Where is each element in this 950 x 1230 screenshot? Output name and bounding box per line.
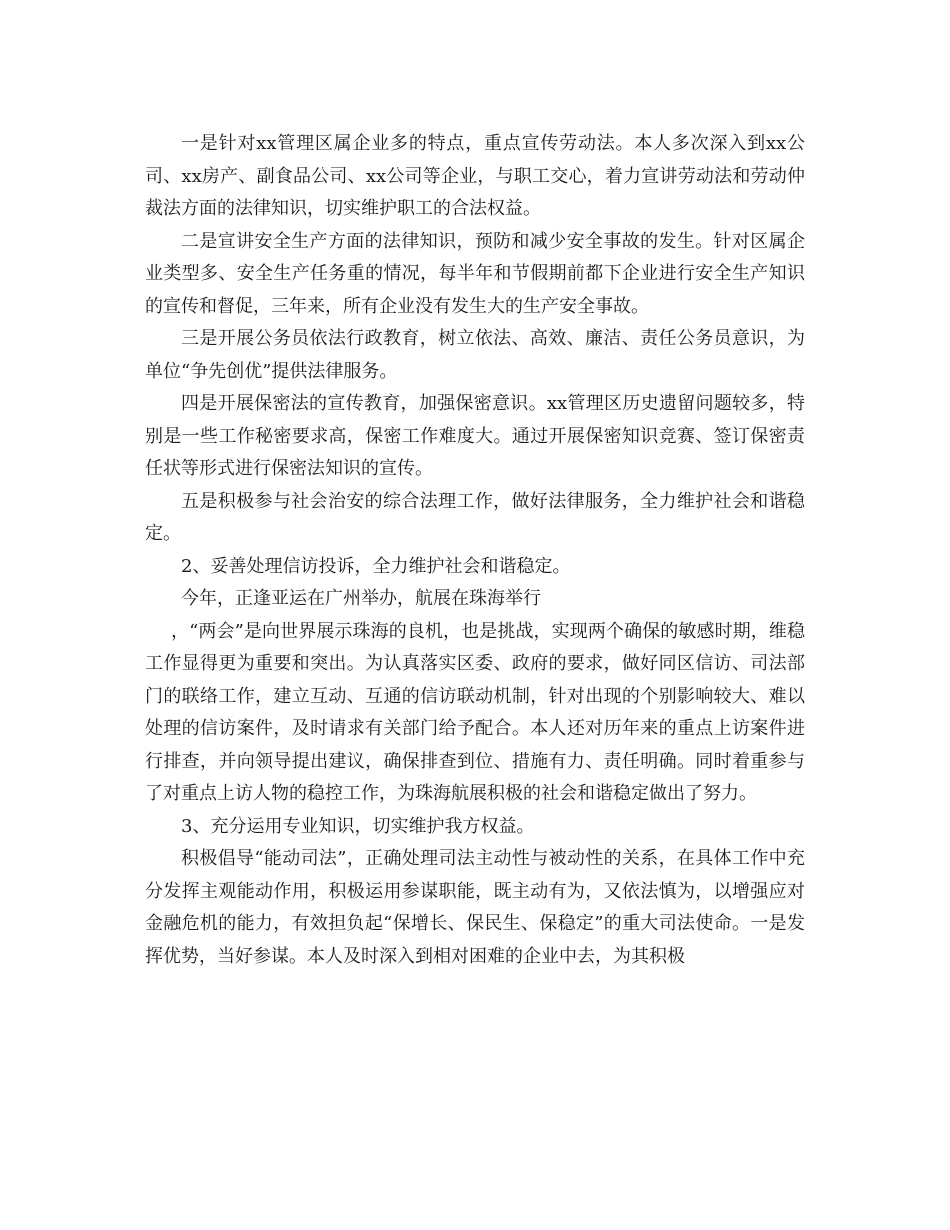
paragraph-public-security: 五是积极参与社会治安的综合法理工作，做好法律服务，全力维护社会和谐稳定。 (145, 490, 805, 544)
section-heading-professional-knowledge: 3、充分运用专业知识，切实维护我方权益。 (181, 815, 535, 837)
paragraph-labor-law: 一是针对xx管理区属企业多的特点，重点宣传劳动法。本人多次深入到xx公司、xx房产、副食品公司、xx公司等企业，与职工交心，着力宣讲劳动法和劳动仲裁法方面的法律知识，切实维护职工的合法权益。 (145, 133, 805, 219)
section-heading-petitions: 2、妥善处理信访投诉，全力维护社会和谐稳定。 (181, 555, 571, 577)
paragraph-asian-games: 今年，正逢亚运在广州举办，航展在珠海举行 (181, 588, 541, 609)
paragraph-civil-servant-education: 三是开展公务员依法行政教育，树立依法、高效、廉洁、责任公务员意识，为单位“争先创优”提供法律服务。 (145, 328, 805, 382)
paragraph-active-justice: 积极倡导“能动司法”，正确处理司法主动性与被动性的关系，在具体工作中充分发挥主观能动作用，积极运用参谋职能，既主动有为，又依法慎为，以增强应对金融危机的能力，有效担负起“保增长、保民生、保稳定”的重大司法使命。一是发挥优势，当好参谋。本人及时深入到相对困难的企业中去，为其积极 (145, 848, 805, 967)
paragraph-secrecy-law: 四是开展保密法的宣传教育，加强保密意识。xx管理区历史遗留问题较多，特别是一些工作秘密要求高，保密工作难度大。通过开展保密知识竞赛、签订保密责任状等形式进行保密法知识的宣传。 (145, 393, 805, 479)
paragraph-stability-work: ，“两会”是向世界展示珠海的良机，也是挑战，实现两个确保的敏感时期，维稳工作显得更为重要和突出。为认真落实区委、政府的要求，做好同区信访、司法部门的联络工作，建立互动、互通的信访联动机制，针对出现的个别影响较大、难以处理的信访案件，及时请求有关部门给予配合。本人还对历年来的重点上访案件进行排查，并向领导提出建议，确保排查到位、措施有力、责任明确。同时着重参与了对重点上访人物的稳控工作，为珠海航展积极的社会和谐稳定做出了努力。 (145, 620, 805, 804)
paragraph-safety-production: 二是宣讲安全生产方面的法律知识，预防和减少安全事故的发生。针对区属企业类型多、安全生产任务重的情况，每半年和节假期前都下企业进行安全生产知识的宣传和督促，三年来，所有企业没有发生大的生产安全事故。 (145, 230, 805, 317)
document-body (145, 128, 805, 973)
